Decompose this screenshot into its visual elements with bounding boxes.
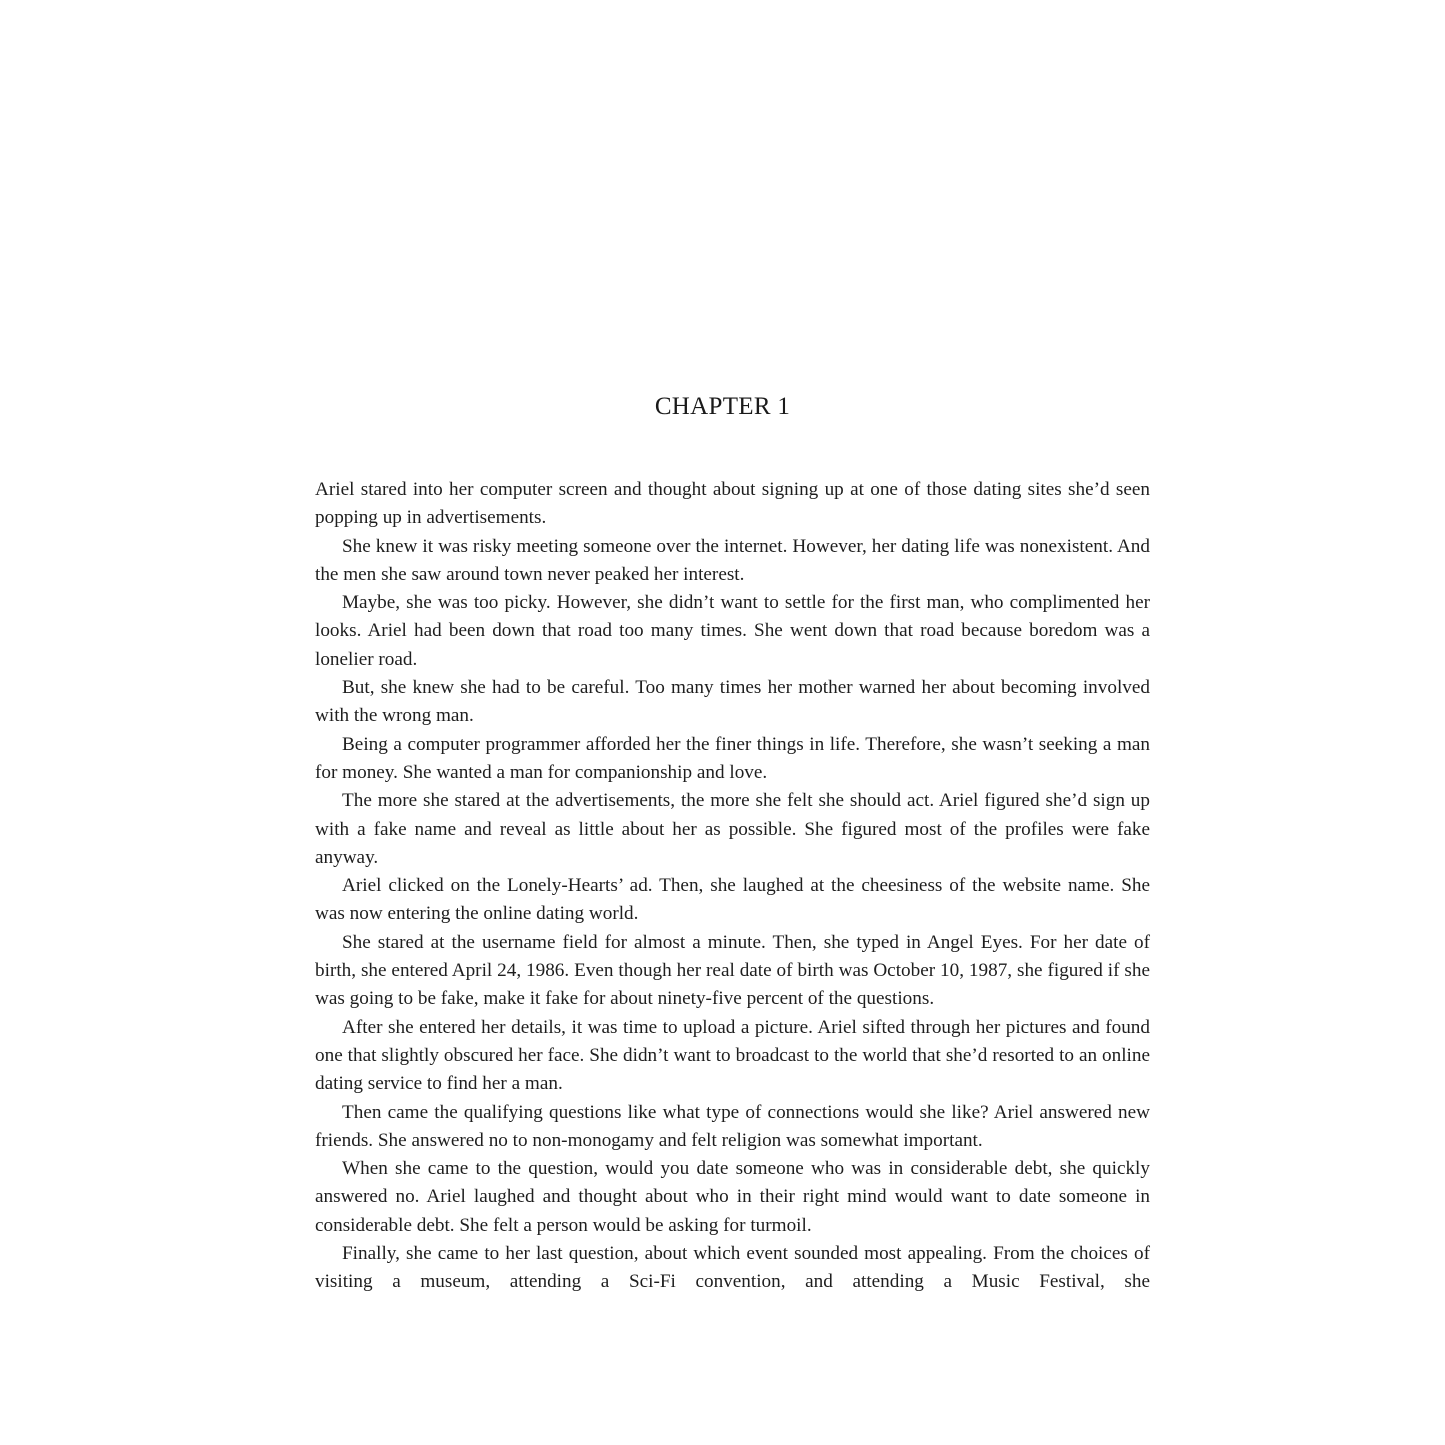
paragraph: After she entered her details, it was time to upload a picture. Ariel sifted through her pictures and found one that slightly obscured her face. She didn’t want to broadcast to the world that she’d resorted to an online dating service to find her a man. <box>315 1016 1150 1095</box>
paragraph: She stared at the username field for almost a minute. Then, she typed in Angel Eyes. For her date of birth, she entered April 24, 1986. Even though her real date of birth was October 10, 1987, she figured if she was going to be fake, make it fake for about ninety-five percent of the questions. <box>315 931 1150 1010</box>
paragraph: When she came to the question, would you date someone who was in considerable debt, she quickly answered no. Ariel laughed and thought about who in their right mind would want to date someone in considerable debt. She felt a person would be asking for turmoil. <box>315 1158 1150 1236</box>
paragraph: Ariel stared into her computer screen and thought about signing up at one of those dating sites she’d seen popping up in advertisements. <box>315 479 1150 529</box>
chapter-body <box>315 476 1150 1297</box>
paragraph: Finally, she came to her last question, about which event sounded most appealing. From the choices of visiting a museum, attending a Sci-Fi convention, and attending a Music Festival, she <box>315 1243 1150 1293</box>
paragraph: Then came the qualifying questions like what type of connections would she like? Ariel answered new friends. She answered no to non-monogamy and felt religion was somewhat important. <box>315 1101 1150 1151</box>
paragraph: She knew it was risky meeting someone over the internet. However, her dating life was nonexistent. And the men she saw around town never peaked her interest. <box>315 535 1150 585</box>
paragraph: But, she knew she had to be careful. Too many times her mother warned her about becoming involved with the wrong man. <box>315 677 1150 727</box>
paragraph: Being a computer programmer afforded her the finer things in life. Therefore, she wasn’t seeking a man for money. She wanted a man for companionship and love. <box>315 733 1150 783</box>
paragraph: Maybe, she was too picky. However, she didn’t want to settle for the first man, who complimented her looks. Ariel had been down that road too many times. She went down that road because boredom was a lonelier road. <box>315 592 1150 670</box>
paragraph: Ariel clicked on the Lonely-Hearts’ ad. Then, she laughed at the cheesiness of the website name. She was now entering the online dating world. <box>315 875 1150 925</box>
paragraph: The more she stared at the advertisements, the more she felt she should act. Ariel figured she’d sign up with a fake name and reveal as little about her as possible. She figured most of the profiles were fake anyway. <box>315 790 1150 868</box>
chapter-title: CHAPTER 1 <box>654 393 791 420</box>
